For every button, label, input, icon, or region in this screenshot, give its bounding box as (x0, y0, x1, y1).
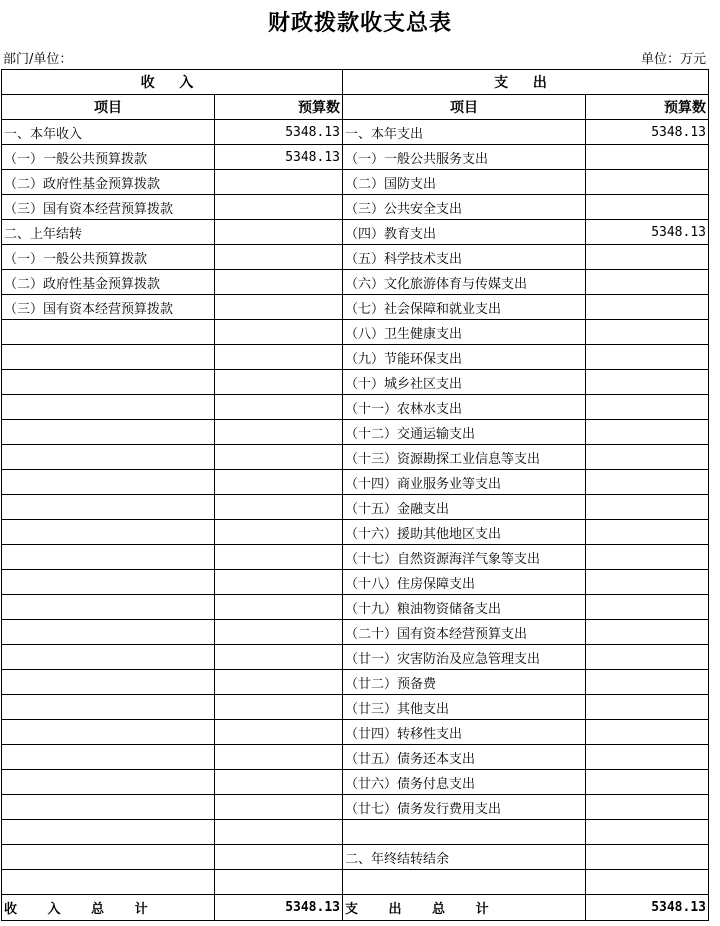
income-item-cell: （三）国有资本经营预算拨款 (2, 295, 215, 320)
table-row (2, 570, 709, 595)
income-value-cell (215, 645, 343, 670)
expense-value-cell (586, 270, 709, 295)
expense-item-cell: （廿三）其他支出 (343, 695, 586, 720)
expense-value-cell (586, 245, 709, 270)
table-row (2, 120, 709, 145)
expense-item-cell: 二、年终结转结余 (343, 845, 586, 870)
table-row (2, 495, 709, 520)
income-value-cell (215, 445, 343, 470)
expense-value-cell (586, 470, 709, 495)
expense-item-cell (343, 870, 586, 895)
table-row (2, 845, 709, 870)
income-section-header: 收 入 (2, 70, 343, 95)
income-item-cell: 一、本年收入 (2, 120, 215, 145)
table-row (2, 670, 709, 695)
expense-value-cell (586, 545, 709, 570)
income-value-cell (215, 245, 343, 270)
income-value-cell: 5348.13 (215, 120, 343, 145)
expense-value-cell (586, 770, 709, 795)
expense-value-cell (586, 620, 709, 645)
income-total-value: 5348.13 (215, 895, 343, 921)
income-item-cell (2, 745, 215, 770)
income-item-cell (2, 845, 215, 870)
expense-value-cell (586, 520, 709, 545)
income-value-cell (215, 545, 343, 570)
income-value-cell (215, 820, 343, 845)
page-title: 财政拨款收支总表 (267, 10, 452, 36)
table-row (2, 295, 709, 320)
expense-value-cell (586, 420, 709, 445)
expense-value-cell (586, 695, 709, 720)
expense-item-cell: （十）城乡社区支出 (343, 370, 586, 395)
income-value-cell (215, 670, 343, 695)
table-row (2, 445, 709, 470)
income-item-cell: （一）一般公共预算拨款 (2, 145, 215, 170)
income-value-cell (215, 470, 343, 495)
income-item-cell (2, 420, 215, 445)
income-value-cell (215, 620, 343, 645)
expense-item-cell: （廿五）债务还本支出 (343, 745, 586, 770)
table-row (2, 620, 709, 645)
income-item-cell (2, 495, 215, 520)
income-value-cell: 5348.13 (215, 145, 343, 170)
table-row (2, 145, 709, 170)
table-row (2, 245, 709, 270)
expense-item-cell (343, 820, 586, 845)
expense-value-cell (586, 645, 709, 670)
expense-value-cell (586, 720, 709, 745)
expense-item-cell: （十一）农林水支出 (343, 395, 586, 420)
expense-value-cell (586, 170, 709, 195)
total-row (2, 895, 709, 921)
income-item-cell (2, 545, 215, 570)
expense-item-cell: （廿六）债务付息支出 (343, 770, 586, 795)
expense-value-cell (586, 195, 709, 220)
table-row (2, 395, 709, 420)
expense-item-cell: （三）公共安全支出 (343, 195, 586, 220)
expense-value-cell (586, 845, 709, 870)
income-item-column-header: 项目 (2, 95, 215, 120)
table-row (2, 520, 709, 545)
table-row (2, 695, 709, 720)
table-row (2, 870, 709, 895)
income-value-cell (215, 345, 343, 370)
income-item-cell (2, 620, 215, 645)
table-row (2, 595, 709, 620)
income-item-cell (2, 795, 215, 820)
income-item-cell (2, 595, 215, 620)
income-item-cell (2, 445, 215, 470)
income-total-label: 收 入 总 计 (2, 895, 215, 921)
income-item-cell (2, 870, 215, 895)
income-item-cell (2, 645, 215, 670)
table-row (2, 645, 709, 670)
income-value-cell (215, 845, 343, 870)
expense-item-cell: （廿一）灾害防治及应急管理支出 (343, 645, 586, 670)
expense-value-cell (586, 820, 709, 845)
income-value-cell (215, 420, 343, 445)
income-value-cell (215, 170, 343, 195)
income-value-cell (215, 320, 343, 345)
expense-budget-column-header: 预算数 (586, 95, 709, 120)
expense-value-cell: 5348.13 (586, 120, 709, 145)
expense-item-cell: （五）科学技术支出 (343, 245, 586, 270)
income-item-cell (2, 395, 215, 420)
expense-item-cell: （七）社会保障和就业支出 (343, 295, 586, 320)
expense-value-cell (586, 345, 709, 370)
income-value-cell (215, 220, 343, 245)
expense-section-header: 支 出 (343, 70, 709, 95)
table-row (2, 545, 709, 570)
income-value-cell (215, 695, 343, 720)
table-row (2, 420, 709, 445)
income-item-cell (2, 370, 215, 395)
expense-item-cell: （十四）商业服务业等支出 (343, 470, 586, 495)
expense-item-cell: （十六）援助其他地区支出 (343, 520, 586, 545)
expense-value-cell (586, 495, 709, 520)
expense-value-cell (586, 395, 709, 420)
expense-item-cell: （廿四）转移性支出 (343, 720, 586, 745)
expense-item-cell: （十九）粮油物资储备支出 (343, 595, 586, 620)
table-row (2, 795, 709, 820)
table-row (2, 370, 709, 395)
expense-value-cell (586, 570, 709, 595)
income-value-cell (215, 770, 343, 795)
expense-item-cell: （十七）自然资源海洋气象等支出 (343, 545, 586, 570)
expense-value-cell (586, 370, 709, 395)
expense-total-label: 支 出 总 计 (343, 895, 586, 921)
expense-item-cell: （四）教育支出 (343, 220, 586, 245)
income-item-cell: （三）国有资本经营预算拨款 (2, 195, 215, 220)
expense-value-cell (586, 870, 709, 895)
income-item-cell: 二、上年结转 (2, 220, 215, 245)
income-item-cell (2, 570, 215, 595)
budget-table (1, 69, 709, 921)
expense-value-cell (586, 145, 709, 170)
income-item-cell: （二）政府性基金预算拨款 (2, 170, 215, 195)
expense-item-cell: （八）卫生健康支出 (343, 320, 586, 345)
table-body (2, 120, 709, 895)
income-value-cell (215, 870, 343, 895)
table-row (2, 770, 709, 795)
income-item-cell (2, 720, 215, 745)
expense-value-cell (586, 445, 709, 470)
table-row (2, 170, 709, 195)
expense-item-cell: （六）文化旅游体育与传媒支出 (343, 270, 586, 295)
income-value-cell (215, 570, 343, 595)
income-item-cell (2, 820, 215, 845)
income-value-cell (215, 270, 343, 295)
expense-item-cell: （九）节能环保支出 (343, 345, 586, 370)
income-item-cell (2, 695, 215, 720)
income-item-cell (2, 470, 215, 495)
expense-item-cell: （一）一般公共服务支出 (343, 145, 586, 170)
unit-label: 单位：万元 (640, 52, 706, 67)
expense-value-cell (586, 295, 709, 320)
expense-item-cell: 一、本年支出 (343, 120, 586, 145)
table-row (2, 345, 709, 370)
income-item-cell (2, 770, 215, 795)
expense-item-cell: （廿二）预备费 (343, 670, 586, 695)
table-row (2, 470, 709, 495)
income-value-cell (215, 195, 343, 220)
income-item-cell (2, 320, 215, 345)
table-row (2, 745, 709, 770)
expense-value-cell (586, 745, 709, 770)
income-value-cell (215, 495, 343, 520)
income-value-cell (215, 370, 343, 395)
table-row (2, 820, 709, 845)
expense-item-cell: （十八）住房保障支出 (343, 570, 586, 595)
expense-total-value: 5348.13 (586, 895, 709, 921)
income-value-cell (215, 720, 343, 745)
income-value-cell (215, 745, 343, 770)
expense-item-cell: （十三）资源勘探工业信息等支出 (343, 445, 586, 470)
income-item-cell: （一）一般公共预算拨款 (2, 245, 215, 270)
table-row (2, 195, 709, 220)
income-value-cell (215, 595, 343, 620)
expense-item-cell: （二十）国有资本经营预算支出 (343, 620, 586, 645)
income-value-cell (215, 520, 343, 545)
department-label: 部门/单位： (3, 52, 73, 67)
income-item-cell (2, 345, 215, 370)
expense-item-cell: （十五）金融支出 (343, 495, 586, 520)
table-row (2, 220, 709, 245)
expense-value-cell (586, 595, 709, 620)
expense-value-cell (586, 795, 709, 820)
table-row (2, 270, 709, 295)
income-value-cell (215, 295, 343, 320)
income-budget-column-header: 预算数 (215, 95, 343, 120)
expense-value-cell (586, 320, 709, 345)
income-value-cell (215, 395, 343, 420)
expense-value-cell (586, 670, 709, 695)
table-row (2, 720, 709, 745)
table-row (2, 320, 709, 345)
income-item-cell: （二）政府性基金预算拨款 (2, 270, 215, 295)
income-item-cell (2, 520, 215, 545)
income-item-cell (2, 670, 215, 695)
expense-item-cell: （廿七）债务发行费用支出 (343, 795, 586, 820)
income-value-cell (215, 795, 343, 820)
expense-item-cell: （十二）交通运输支出 (343, 420, 586, 445)
expense-value-cell: 5348.13 (586, 220, 709, 245)
expense-item-column-header: 项目 (343, 95, 586, 120)
expense-item-cell: （二）国防支出 (343, 170, 586, 195)
